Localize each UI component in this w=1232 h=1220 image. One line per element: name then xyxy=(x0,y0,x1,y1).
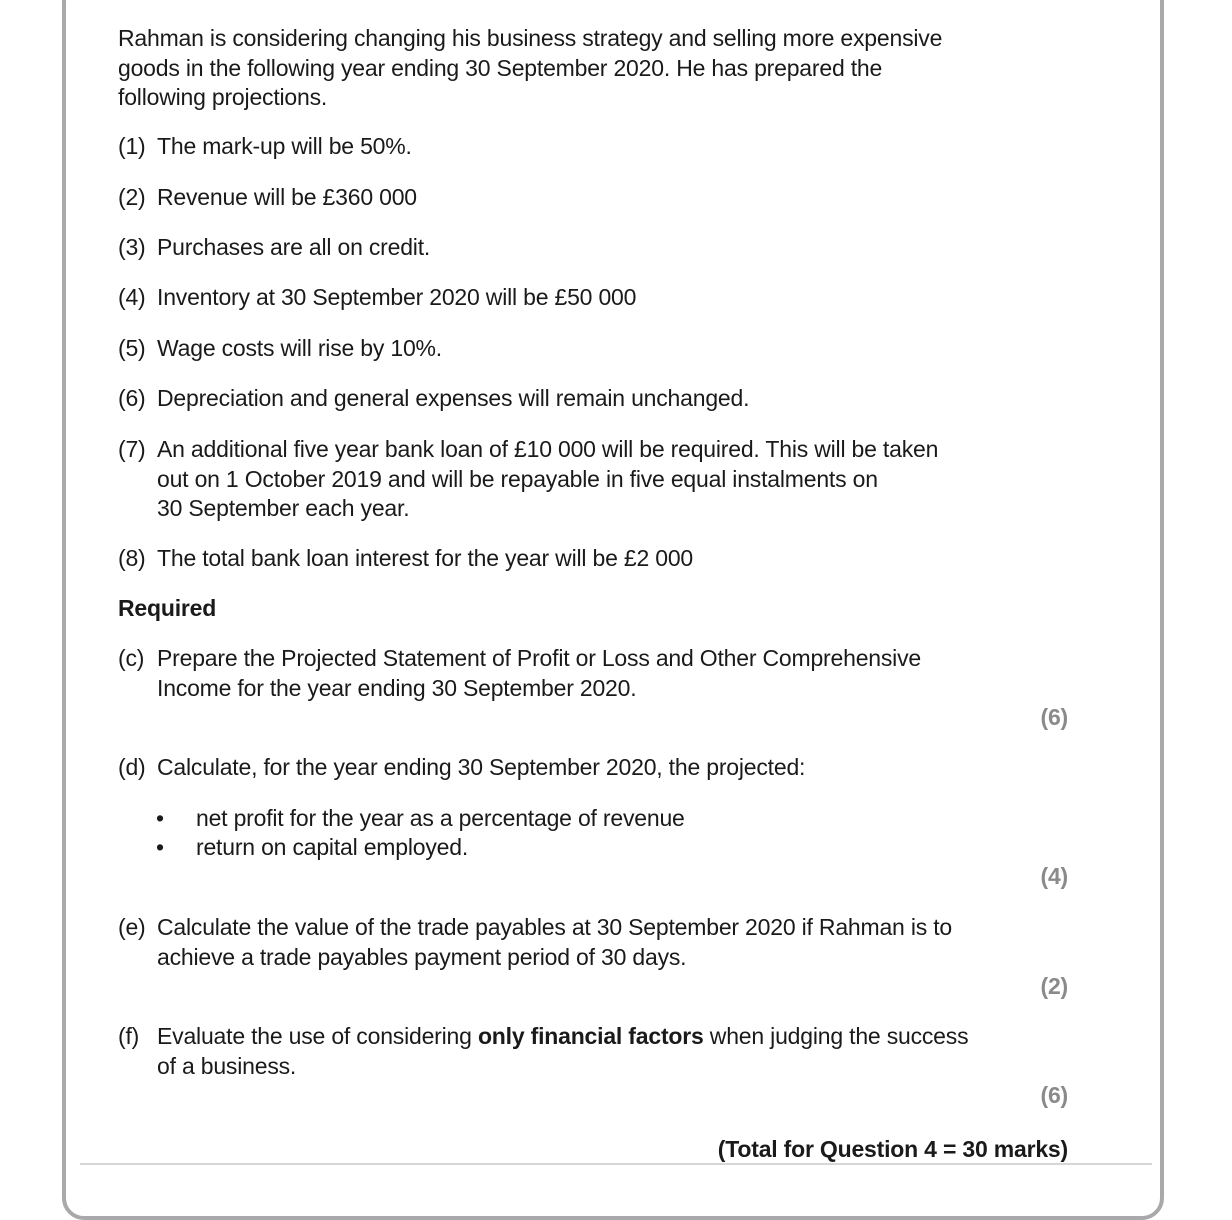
projection-text xyxy=(157,435,987,524)
projection-number: (7) xyxy=(118,436,146,462)
projection-text: Inventory at 30 September 2020 will be £50 000 xyxy=(157,284,637,310)
text-run: when judging the success xyxy=(703,1023,969,1049)
projection-number: (8) xyxy=(118,545,146,571)
projection-number: (4) xyxy=(118,284,146,310)
question-total: (Total for Question 4 = 30 marks) xyxy=(717,1136,1068,1162)
projection-text: Revenue will be £360 000 xyxy=(157,184,417,210)
question-text: Calculate, for the year ending 30 September 2020, the projected: xyxy=(157,754,806,780)
question-number: (e) xyxy=(118,914,146,940)
projection-text: Purchases are all on credit. xyxy=(157,234,431,260)
question-line: Calculate the value of the trade payables at 30 September 2020 if Rahman is to xyxy=(157,914,953,940)
intro-line: Rahman is considering changing his business strategy and selling more expensive xyxy=(118,25,943,51)
projection-number: (1) xyxy=(118,133,146,159)
marks-c: (6) xyxy=(1040,704,1068,730)
question-line: of a business. xyxy=(157,1052,297,1079)
bullet-text: net profit for the year as a percentage of revenue xyxy=(196,805,685,831)
projection-number: (3) xyxy=(118,234,146,260)
question-text xyxy=(157,1022,1017,1081)
question-number: (c) xyxy=(118,645,145,671)
question-number: (f) xyxy=(118,1023,140,1049)
projection-text: Depreciation and general expenses will remain unchanged. xyxy=(157,385,750,411)
question-line xyxy=(157,1022,1017,1052)
emphasis-text: only financial factors xyxy=(477,1023,704,1049)
text-run: Evaluate the use of considering xyxy=(157,1023,478,1049)
projection-text: Wage costs will rise by 10%. xyxy=(157,335,442,361)
bullet-icon: • xyxy=(156,805,164,831)
bullet-text: return on capital employed. xyxy=(196,834,469,860)
intro-line: goods in the following year ending 30 September 2020. He has prepared the xyxy=(118,54,883,81)
question-line: achieve a trade payables payment period of 30 days. xyxy=(157,943,687,970)
question-text xyxy=(157,913,987,972)
marks-d: (4) xyxy=(1040,863,1068,889)
projection-line: out on 1 October 2019 and will be repayable in five equal instalments on xyxy=(157,465,878,492)
projection-text: The mark-up will be 50%. xyxy=(157,133,412,159)
projection-number: (5) xyxy=(118,335,146,361)
projection-number: (6) xyxy=(118,385,146,411)
question-text xyxy=(157,644,987,703)
projection-line: 30 September each year. xyxy=(157,495,410,521)
question-number: (d) xyxy=(118,754,146,780)
marks-f: (6) xyxy=(1040,1082,1068,1108)
intro-line: following projections. xyxy=(118,84,328,110)
required-heading: Required xyxy=(118,595,217,621)
question-line: Prepare the Projected Statement of Profit or Loss and Other Comprehensive xyxy=(157,645,921,671)
question-line: Income for the year ending 30 September 2020. xyxy=(157,674,637,701)
projection-number: (2) xyxy=(118,184,146,210)
projection-text: The total bank loan interest for the year will be £2 000 xyxy=(157,545,694,571)
bullet-icon: • xyxy=(156,834,164,860)
projection-line: An additional five year bank loan of £10 000 will be required. This will be taken xyxy=(157,436,939,462)
marks-e: (2) xyxy=(1040,973,1068,999)
intro-paragraph xyxy=(118,24,988,113)
